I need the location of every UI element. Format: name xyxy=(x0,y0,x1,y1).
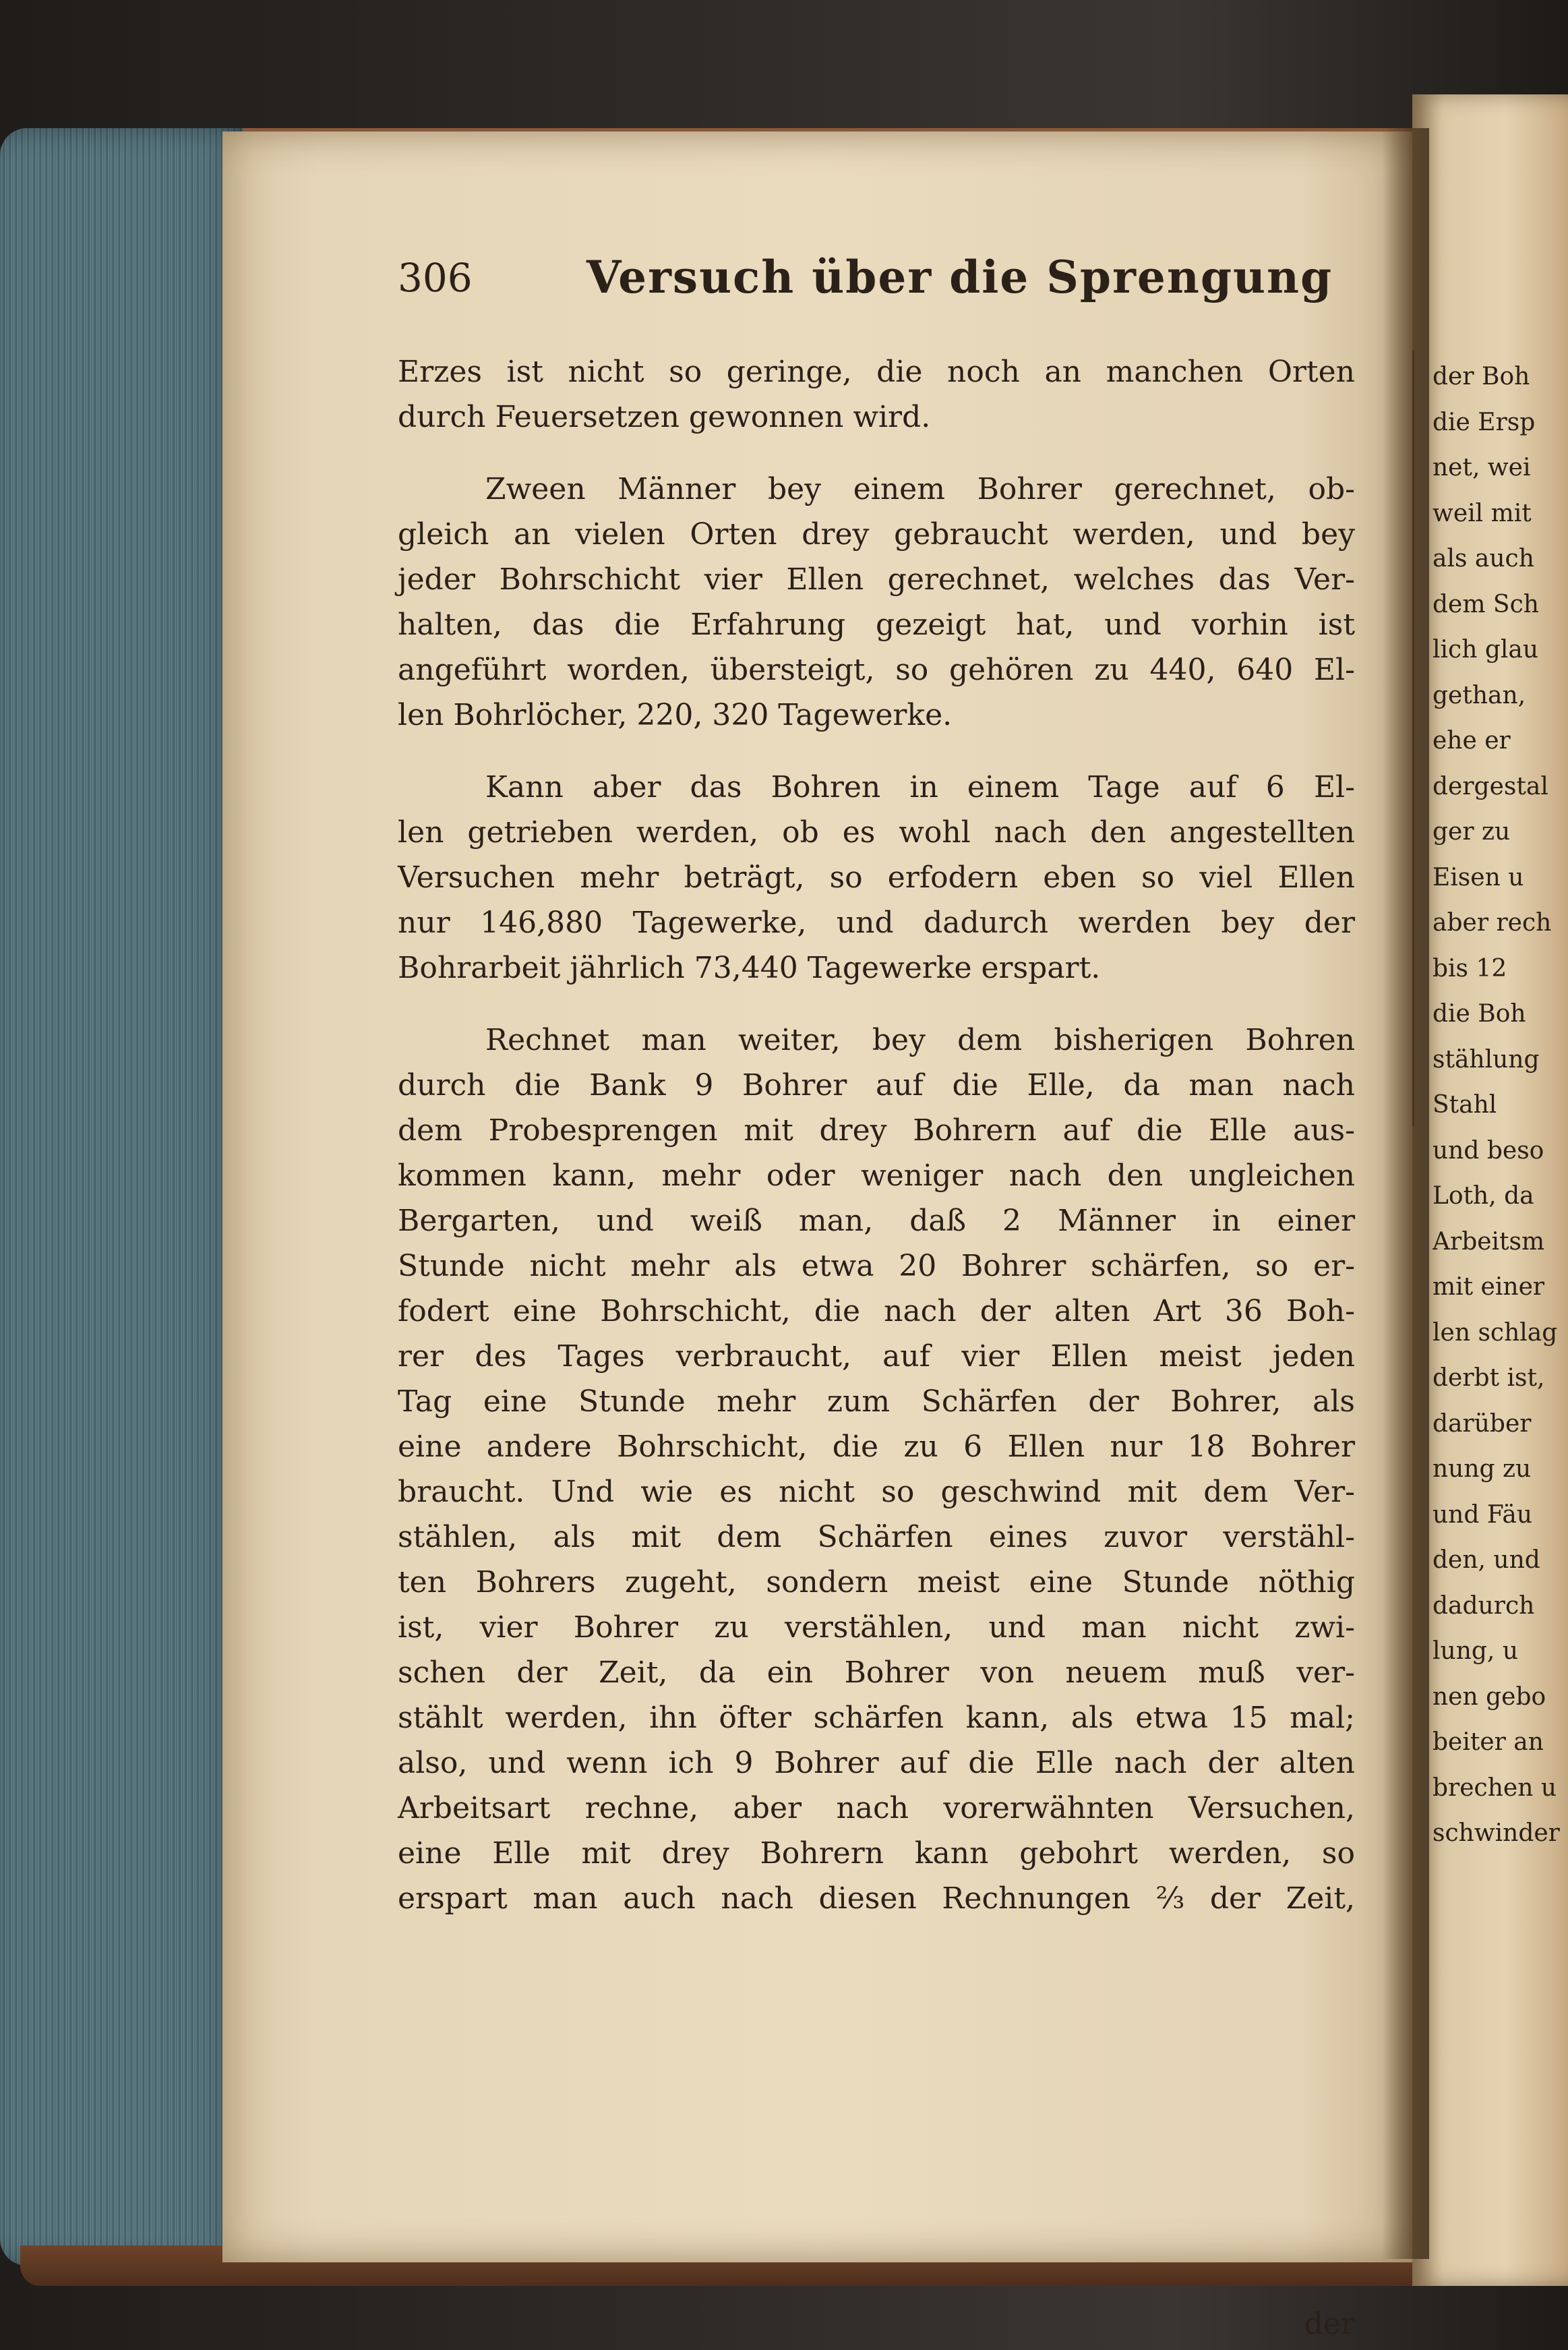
text-line: Zween Männer bey einem Bohrer gerechnet, ob- xyxy=(485,472,1355,506)
facing-page-line: die Boh xyxy=(1433,1000,1526,1028)
facing-page-line: lung, u xyxy=(1433,1637,1519,1665)
text-line: halten, das die Erfahrung gezeigt hat, und vorhin ist xyxy=(398,608,1355,642)
facing-page-line: die Ersp xyxy=(1433,408,1536,436)
paragraph xyxy=(398,349,1355,440)
text-line: durch Feuersetzen gewonnen wird. xyxy=(398,400,931,434)
text-line: also, und wenn ich 9 Bohrer auf die Elle nach der alten xyxy=(398,1746,1355,1780)
facing-page-line: Stahl xyxy=(1433,1091,1497,1119)
text-line: len getrieben werden, ob es wohl nach den angestellten xyxy=(398,815,1355,850)
text-line: dem Probesprengen mit drey Bohrern auf die Elle aus- xyxy=(398,1113,1355,1148)
facing-page-line: aber rech xyxy=(1433,909,1552,937)
facing-page-line: und Fäu xyxy=(1433,1500,1533,1529)
facing-page-line: schwinder xyxy=(1433,1819,1560,1847)
text-line: braucht. Und wie es nicht so geschwind mit dem Ver- xyxy=(398,1475,1355,1509)
text-line: Stunde nicht mehr als etwa 20 Bohrer schärfen, so er- xyxy=(398,1249,1355,1283)
text-line: schen der Zeit, da ein Bohrer von neuem muß ver- xyxy=(398,1655,1355,1690)
text-line: ist, vier Bohrer zu verstählen, und man nicht zwi- xyxy=(398,1610,1355,1645)
facing-page-line: derbt ist, xyxy=(1433,1364,1545,1392)
facing-page-line: den, und xyxy=(1433,1546,1540,1574)
book-fore-edge xyxy=(0,128,243,2266)
text-line: Versuchen mehr beträgt, so erfodern eben so viel Ellen xyxy=(398,860,1355,895)
text-line: gleich an vielen Orten drey gebraucht werden, und bey xyxy=(398,517,1355,552)
facing-page-line: dergestal xyxy=(1433,772,1548,800)
text-line: eine Elle mit drey Bohrern kann gebohrt werden, so xyxy=(398,1836,1355,1871)
facing-page-line: len schlag xyxy=(1433,1318,1558,1347)
facing-page-line: nen gebo xyxy=(1433,1682,1546,1711)
text-line: fodert eine Bohrschicht, die nach der alten Art 36 Boh- xyxy=(398,1294,1355,1328)
text-line: erspart man auch nach diesen Rechnungen ⅔ der Zeit, xyxy=(398,1881,1355,1916)
facing-page-line: net, wei xyxy=(1433,454,1531,481)
text-line: stählt werden, ihn öfter schärfen kann, als etwa 15 mal; xyxy=(398,1701,1355,1735)
facing-page-line: als auch xyxy=(1433,545,1534,572)
gutter-shadow xyxy=(1382,128,1429,2259)
facing-page-line: Arbeitsm xyxy=(1433,1227,1545,1256)
text-line: Arbeitsart rechne, aber nach vorerwähnten Versuchen, xyxy=(398,1791,1355,1825)
facing-page-line: Loth, da xyxy=(1433,1182,1534,1210)
facing-page-text xyxy=(1433,354,1567,1856)
facing-page-line: ehe er xyxy=(1433,727,1511,755)
facing-page-line: bis 12 xyxy=(1433,954,1507,982)
catchword: der xyxy=(1304,2307,1355,2341)
text-line: rer des Tages verbraucht, auf vier Ellen meist jeden xyxy=(398,1339,1355,1374)
facing-page-line: ger zu xyxy=(1433,818,1511,846)
text-line: Bergarten, und weiß man, daß 2 Männer in einer xyxy=(398,1204,1355,1238)
body-text xyxy=(398,349,1355,2341)
text-line: nur 146,880 Tagewerke, und dadurch werden bey der xyxy=(398,906,1355,940)
text-line: Erzes ist nicht so geringe, die noch an manchen Orten xyxy=(398,355,1355,389)
text-line: ten Bohrers zugeht, sondern meist eine Stunde nöthig xyxy=(398,1565,1355,1599)
page-number: 306 xyxy=(398,255,473,301)
facing-page-line: weil mit xyxy=(1433,499,1532,527)
paragraph xyxy=(398,467,1355,738)
facing-page-line: dadurch xyxy=(1433,1591,1535,1620)
text-line: Tag eine Stunde mehr zum Schärfen der Bohrer, als xyxy=(398,1384,1355,1419)
facing-page-line: stählung xyxy=(1433,1045,1540,1074)
facing-page-line: darüber xyxy=(1433,1409,1532,1438)
text-line: stählen, als mit dem Schärfen eines zuvor verstähl- xyxy=(398,1520,1355,1554)
facing-page-line: brechen u xyxy=(1433,1773,1557,1802)
facing-page-line: lich glau xyxy=(1433,636,1539,664)
paragraph xyxy=(398,765,1355,991)
facing-page-line: mit einer xyxy=(1433,1273,1545,1301)
facing-page-line: der Boh xyxy=(1433,363,1530,390)
text-line: durch die Bank 9 Bohrer auf die Elle, da man nach xyxy=(398,1068,1355,1103)
text-line: eine andere Bohrschicht, die zu 6 Ellen nur 18 Bohrer xyxy=(398,1430,1355,1464)
facing-page-line: dem Sch xyxy=(1433,590,1539,618)
text-line: jeder Bohrschicht vier Ellen gerechnet, welches das Ver- xyxy=(398,562,1355,597)
text-line: kommen kann, mehr oder weniger nach den ungleichen xyxy=(398,1158,1355,1193)
facing-page-line: beiter an xyxy=(1433,1728,1544,1756)
text-line: len Bohrlöcher, 220, 320 Tagewerke. xyxy=(398,698,953,732)
text-line: Bohrarbeit jährlich 73,440 Tagewerke erspart. xyxy=(398,951,1101,985)
text-line: Rechnet man weiter, bey dem bisherigen Bohren xyxy=(485,1023,1355,1057)
facing-page-line: nung zu xyxy=(1433,1455,1532,1483)
paragraph xyxy=(398,1018,1355,1921)
facing-page-line: und beso xyxy=(1433,1136,1544,1165)
facing-page-line: Eisen u xyxy=(1433,863,1524,891)
running-head: Versuch über die Sprengung xyxy=(586,251,1333,303)
facing-page-line: gethan, xyxy=(1433,681,1526,709)
text-line: Kann aber das Bohren in einem Tage auf 6 El- xyxy=(485,770,1355,804)
text-line: angeführt worden, übersteigt, so gehören zu 440, 640 El- xyxy=(398,653,1355,687)
